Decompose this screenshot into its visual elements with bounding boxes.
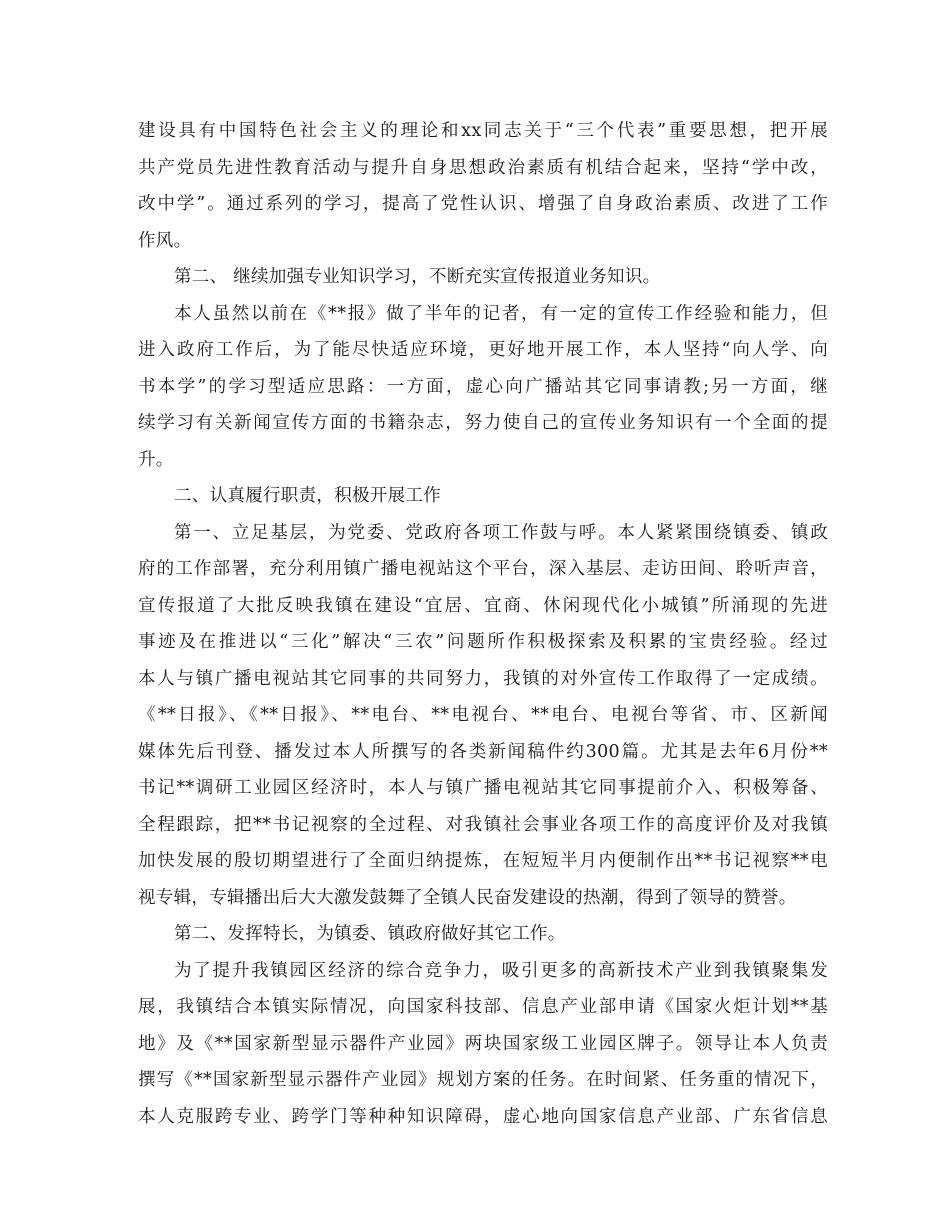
text-line: 撰写《**国家新型显示器件产业园》规划方案的任务。在时间紧、任务重的情况下，: [138, 1070, 828, 1090]
text-line: 《**日报》、《**日报》、**电台、**电视台、**电台、电视台等省、市、区新闻: [138, 705, 828, 725]
text-line: 本人克服跨专业、跨学门等种种知识障碍，虚心地向国家信息产业部、广东省信息: [138, 1106, 828, 1127]
text-line: 本人虽然以前在《**报》做了半年的记者，有一定的宣传工作经验和能力，但: [174, 303, 828, 324]
text-line: 宣传报道了大批反映我镇在建设“宜居、宜商、休闲现代化小城镇”所涌现的先进: [138, 595, 828, 616]
text-line: 视专辑，专辑播出后大大激发鼓舞了全镇人民奋发建设的热潮，得到了领导的赞誉。: [138, 887, 797, 908]
text-line: 第二、 继续加强专业知识学习，不断充实宣传报道业务知识。: [174, 267, 661, 287]
text-line: 第二、发挥特长，为镇委、镇政府做好其它工作。: [174, 924, 566, 944]
text-line: 升。: [138, 449, 174, 470]
text-line: 书记**调研工业园区经济时，本人与镇广播电视站其它同事提前介入、积极筹备、: [138, 778, 828, 798]
text-line: 作风。: [138, 230, 192, 251]
text-line: 进入政府工作后，为了能尽快适应环境，更好地开展工作，本人坚持“向人学、向: [138, 340, 828, 360]
text-line: 改中学”。通过系列的学习，提高了党性认识、增强了自身政治素质、改进了工作: [138, 194, 828, 214]
text-line: 为了提升我镇园区经济的综合竞争力，吸引更多的高新技术产业到我镇聚集发: [174, 960, 828, 981]
text-line: 建设具有中国特色社会主义的理论和xx同志关于“三个代表”重要思想，把开展: [138, 121, 828, 141]
text-line: 府的工作部署，充分利用镇广播电视站这个平台，深入基层、走访田间、聆听声音，: [138, 559, 828, 579]
text-line: 二、认真履行职责，积极开展工作: [174, 486, 441, 506]
text-line: 媒体先后刊登、播发过本人所撰写的各类新闻稿件约300篇。尤其是去年6月份**: [138, 741, 828, 762]
text-line: 全程跟踪，把**书记视察的全过程、对我镇社会事业各项工作的高度评价及对我镇: [138, 814, 828, 835]
text-line: 共产党员先进性教育活动与提升自身思想政治素质有机结合起来，坚持“学中改，: [138, 157, 828, 178]
text-line: 续学习有关新闻宣传方面的书籍杂志，努力使自己的宣传业务知识有一个全面的提: [138, 413, 828, 433]
text-line: 书本学”的学习型适应思路：一方面，虚心向广播站其它同事请教;另一方面，继: [138, 376, 828, 397]
text-line: 本人与镇广播电视站其它同事的共同努力，我镇的对外宣传工作取得了一定成绩。: [138, 668, 828, 689]
text-line: 展，我镇结合本镇实际情况，向国家科技部、信息产业部申请《国家火炬计划**基: [138, 997, 828, 1017]
text-line: 事迹及在推进以“三化”解决“三农”问题所作积极探索及积累的宝贵经验。经过: [138, 632, 828, 652]
text-line: 第一、立足基层，为党委、党政府各项工作鼓与呼。本人紧紧围绕镇委、镇政: [174, 522, 828, 543]
text-line: 地》及《**国家新型显示器件产业园》两块国家级工业园区牌子。领导让本人负责: [138, 1033, 828, 1054]
text-line: 加快发展的殷切期望进行了全面归纳提炼，在短短半月内便制作出**书记视察**电: [138, 851, 828, 871]
document-body: [138, 113, 828, 1135]
